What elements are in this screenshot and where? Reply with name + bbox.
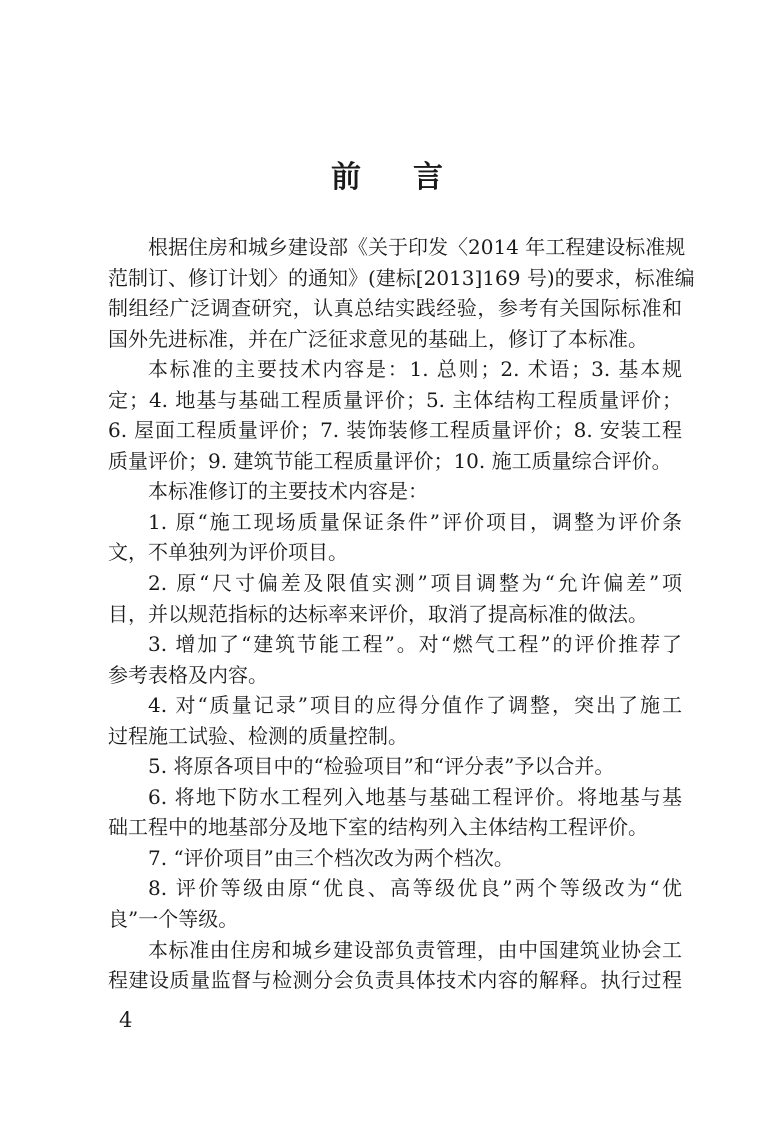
text-line: 参考表格及内容。 [108, 662, 268, 687]
text-line: 本标准由住房和城乡建设部负责管理，由中国建筑业协会工 [148, 937, 682, 962]
text-line: 1. 原“施工现场质量保证条件”评价项目，调整为评价条 [148, 509, 682, 534]
text-line: 根据住房和城乡建设部《关于印发〈2014 年工程建设标准规 [148, 235, 686, 259]
page-title: 前言 [331, 160, 495, 195]
text-line: 础工程中的地基部分及地下室的结构列入主体结构工程评价。 [108, 815, 648, 840]
text-line: 7. “评价项目”由三个档次改为两个档次。 [148, 845, 514, 870]
text-line: 2. 原“尺寸偏差及限值实测”项目调整为“允许偏差”项 [148, 571, 682, 596]
paragraph [108, 476, 682, 507]
text-line: 过程施工试验、检测的质量控制。 [108, 723, 408, 748]
text-line: 本标准修订的主要技术内容是： [148, 479, 428, 504]
document-body [108, 232, 695, 996]
text-line: 文，不单独列为评价项目。 [108, 540, 348, 565]
paragraph [108, 782, 682, 843]
paragraph [108, 935, 682, 996]
text-line: 国外先进标准，并在广泛征求意见的基础上，修订了本标准。 [108, 326, 648, 351]
paragraph [108, 751, 682, 782]
paragraph [108, 507, 682, 568]
text-line: 制组经广泛调查研究，认真总结实践经验，参考有关国际标准和 [108, 296, 682, 321]
paragraph [108, 690, 682, 751]
text-line: 范制订、修订计划〉的通知》(建标[2013]169 号)的要求，标准编 [108, 265, 695, 290]
text-line: 3. 增加了“建筑节能工程”。对“燃气工程”的评价推荐了 [148, 632, 682, 657]
text-line: 6. 屋面工程质量评价；7. 装饰装修工程质量评价；8. 安装工程 [108, 418, 682, 443]
paragraph [108, 873, 682, 934]
text-line: 程建设质量监督与检测分会负责具体技术内容的解释。执行过程 [108, 968, 682, 993]
text-line: 8. 评价等级由原“优良、高等级优良”两个等级改为“优 [148, 876, 682, 901]
text-line: 定；4. 地基与基础工程质量评价；5. 主体结构工程质量评价； [108, 387, 682, 412]
text-line: 5. 将原各项目中的“检验项目”和“评分表”予以合并。 [148, 754, 615, 779]
text-line: 良”一个等级。 [108, 907, 239, 932]
text-line: 目，并以规范指标的达标率来评价，取消了提高标准的做法。 [108, 601, 648, 626]
paragraph [108, 568, 682, 629]
paragraph [108, 629, 682, 690]
text-line: 6. 将地下防水工程列入地基与基础工程评价。将地基与基 [148, 784, 682, 809]
text-line: 4. 对“质量记录”项目的应得分值作了调整，突出了施工 [148, 693, 682, 718]
paragraph [108, 843, 682, 874]
paragraph [108, 232, 695, 354]
text-line: 质量评价；9. 建筑节能工程质量评价；10. 施工质量综合评价。 [108, 448, 672, 473]
paragraph [108, 354, 682, 476]
page-number: 4 [119, 1008, 133, 1032]
text-line: 本标准的主要技术内容是：1. 总则；2. 术语；3. 基本规 [148, 357, 682, 382]
